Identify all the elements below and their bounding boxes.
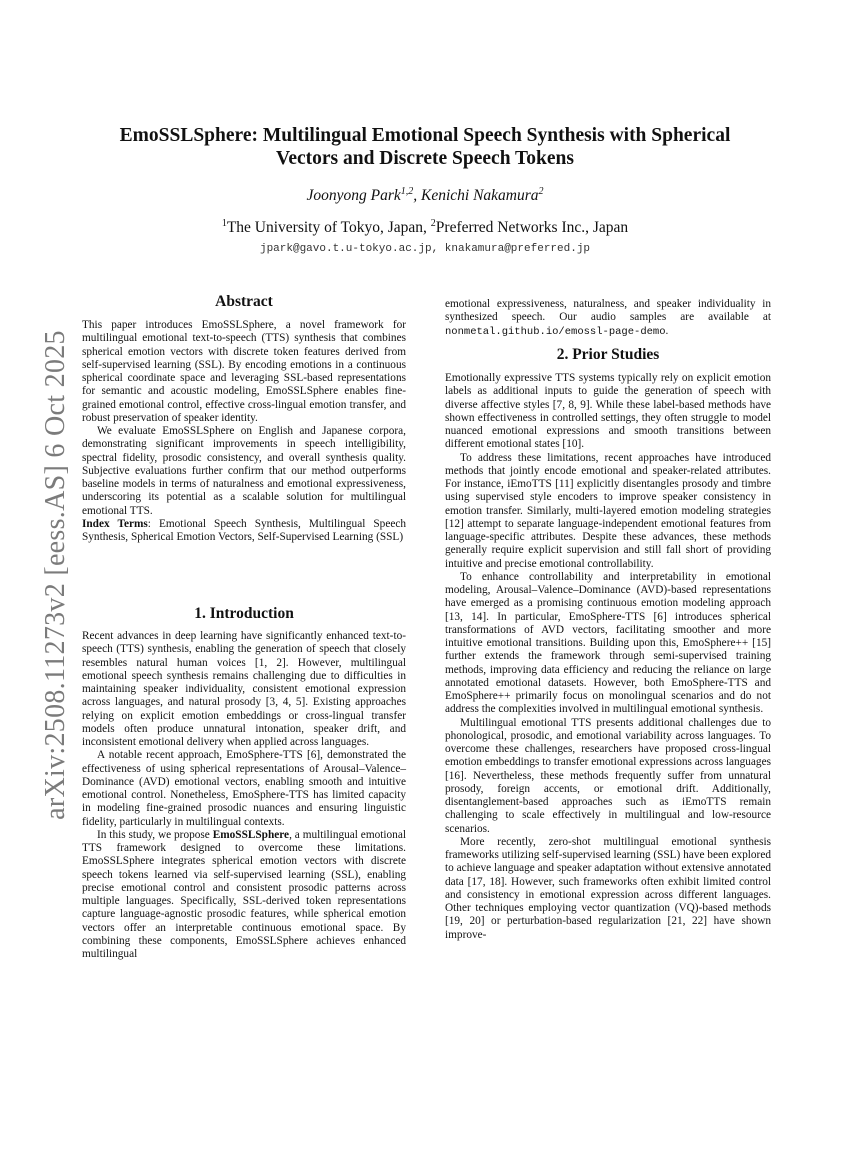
author-emails: jpark@gavo.t.u-tokyo.ac.jp, knakamura@preferred.jp [259,243,591,255]
prior-studies-body [445,372,771,942]
arxiv-identifier: arXiv:2508.11273v2 [eess.AS] 6 Oct 2025 [40,330,71,820]
affiliations [80,218,770,238]
author-2-affil-marker: 2 [538,185,544,197]
index-terms [82,518,406,545]
intro-paragraph-3-rest: , a multilingual emotional TTS framework designed to overcome these limitations. EmoSSLSphere integrates spherical emotion vectors with discrete speech tokens learned via self-supervised learning (SSL), enabling precise emotional control and consistent prosodic patterns across multiple languages. Specifically, SSL-derived token representations capture language-agnostic prosodic features, while spherical emotion vectors offer an interpretable continuous emotional space. By combining these components, EmoSSLSphere achieves enhanced multilingual [82,828,406,960]
intro-paragraph-3 [82,829,406,962]
prior-paragraph-2: To address these limitations, recent approaches have introduced methods that jointly encode emotional and speaker-related attributes. For instance, iEmoTTS [11] explicitly disentangles prosody and timbre using supervised style encoders to improve speaker consistency in emotion transfer. Similarly, multi-layered emotion modeling strategies [12] attempt to separate language-independent emotional features from language-specific attributes. Despite these advances, these methods generally require explicit supervision and still fall short of providing intuitive and precise emotional controllability. [445,451,771,570]
author-list [80,186,770,206]
author-separator: , [413,187,421,204]
affil-1-marker: 1 [221,217,227,229]
intro-continuation-text: emotional expressiveness, naturalness, and speaker individuality in synthesized speech. Our audio samples are available at [445,298,771,324]
prior-paragraph-3: To enhance controllability and interpretability in emotional modeling, Arousal–Valence–Dominance (AVD)-based representations have emerged as a promising continuous emotion modeling approach [13, 14]. In particular, EmoSphere-TTS [6] introduces spherical transformations of AVD vectors, facilitating smoother and more intuitive emotional transitions. Building upon this, EmoSphere++ [15] further extends the framework through semi-supervised training methods, improving data efficiency and reducing the reliance on large annotated emotional datasets. However, both EmoSphere-TTS and EmoSphere++ primarily focus on monolingual scenarios and do not address the complexities involved in multilingual emotional synthesis. [445,570,771,716]
intro-continuation [445,298,771,339]
prior-paragraph-4: Multilingual emotional TTS presents additional challenges due to phonological, prosodic, and emotional variability across languages. To overcome these challenges, researchers have proposed cross-lingual emotion embeddings to transfer emotional expressions across languages [16]. Nevertheless, these methods frequently suffer from unnatural prosody, foreign accents, or emotional drift. Additionally, disentanglement-based approaches such as iEmoTTS remain challenging to scale effectively in multilingual and low-resource scenarios. [445,716,771,835]
introduction-body [82,630,406,961]
author-1-affil-marker: 1,2 [400,185,414,197]
author-1: Joonyong Park [306,187,401,204]
prior-paragraph-1: Emotionally expressive TTS systems typically rely on explicit emotion labels as additional inputs to guide the generation of speech with diverse affective styles [7, 8, 9]. While these label-based methods have shown effectiveness in controlled settings, they often struggle to model nuanced emotional expressions and smooth transitions between different emotional states [10]. [445,372,771,451]
affil-2: Preferred Networks Inc., Japan [435,219,629,236]
abstract-body [82,319,406,544]
paper-title [80,124,770,170]
affil-1: The University of Tokyo, Japan, [226,219,431,236]
author-2: Kenichi Nakamura [420,187,539,204]
index-terms-text: : Emotional Speech Synthesis, Multilingual Speech Synthesis, Spherical Emotion Vectors, Self-Supervised Learning (SSL) [82,517,407,543]
intro-continuation-paragraph [445,298,771,339]
prior-paragraph-5: More recently, zero-shot multilingual emotional synthesis frameworks utilizing self-supervised learning (SSL) have been explored to achieve language and speaker adaptation without extensive annotated data [17, 18]. However, such frameworks often exhibit limited control and consistency in emotional expression across different languages. Other techniques employing vector quantization (VQ)-based methods [19, 20] or perturbation-based regularization [21, 22] have shown improve- [445,835,771,941]
title-line-2: Vectors and Discrete Speech Tokens [276,148,574,169]
intro-continuation-end: . [665,324,669,337]
prior-studies-heading: 2. Prior Studies [556,346,660,363]
abstract-paragraph-2: We evaluate EmoSSLSphere on English and Japanese corpora, demonstrating significant improvements in speech intelligibility, spectral fidelity, prosodic consistency, and overall synthesis quality. Subjective evaluations further confirm that our method outperforms baseline models in terms of naturalness and emotional expressiveness, underscoring its potential as a scalable solution for multilingual emotional TTS. [82,425,406,517]
intro-paragraph-2: A notable recent approach, EmoSphere-TTS [6], demonstrated the effectiveness of using spherical representations of Arousal–Valence–Dominance (AVD) emotional vectors, enabling smooth and intuitive emotional control. Nonetheless, EmoSphere-TTS has limited capacity in modeling fine-grained prosodic nuances and ensuring linguistic fidelity, particularly in multilingual contexts. [82,749,406,828]
affil-2-marker: 2 [430,217,436,229]
demo-page-link[interactable]: nonmetal.github.io/emossl-page-demo [445,325,666,338]
title-line-1: EmoSSLSphere: Multilingual Emotional Speech Synthesis with Spherical [119,125,731,146]
index-terms-label: Index Terms [82,517,148,530]
abstract-paragraph-1: This paper introduces EmoSSLSphere, a novel framework for multilingual emotional text-to-speech (TTS) synthesis that combines spherical emotion vectors with discrete token features derived from self-supervised learning (SSL). By encoding emotions in a continuous spherical coordinate space and leveraging SSL-based representations for semantic and acoustic modeling, EmoSSLSphere enables fine-grained emotional control, effective cross-lingual emotion transfer, and robust preservation of speaker identity. [82,319,406,424]
intro-paragraph-1: Recent advances in deep learning have significantly enhanced text-to-speech (TTS) synthesis, enabling the generation of speech that closely resembles natural human voices [1, 2]. However, multilingual emotional speech synthesis remains challenging due to difficulties in maintaining speaker individuality, consistent emotional expression across languages, and natural prosody [3, 4, 5]. Existing approaches relying on explicit emotion embeddings or cross-lingual transfer models often produce unnatural intonation, speaker drift, and inconsistent emotional delivery when applied across languages. [82,630,406,748]
method-name: EmoSSLSphere [212,828,290,841]
intro-paragraph-3-start: In this study, we propose [97,828,213,841]
abstract-heading: Abstract [215,293,273,310]
introduction-heading: 1. Introduction [194,605,294,622]
